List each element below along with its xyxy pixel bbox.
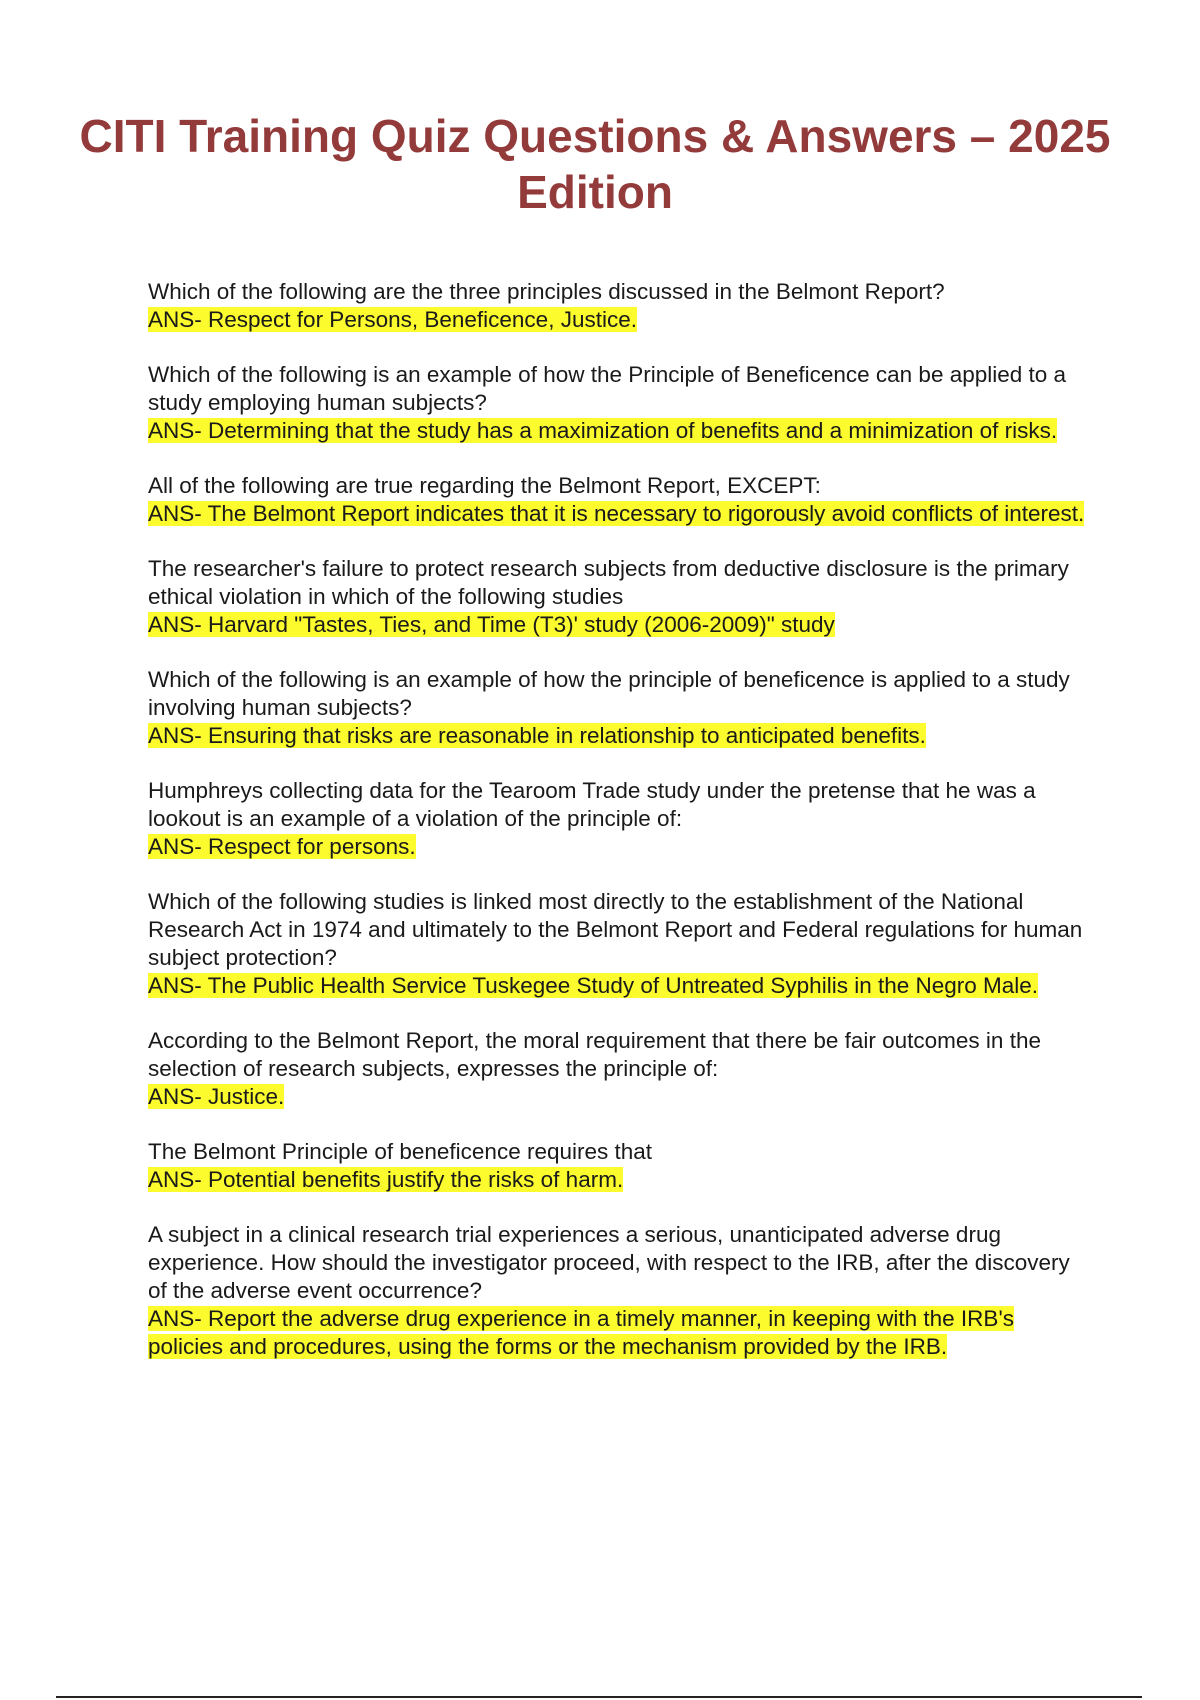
question-text: According to the Belmont Report, the moral requirement that there be fair outcomes in the selection of research subjects, expresses the principle of: (148, 1028, 1041, 1081)
qa-item (148, 472, 1088, 528)
question-text: The Belmont Principle of beneficence requires that (148, 1139, 653, 1164)
question-text: Which of the following studies is linked most directly to the establishment of the National Research Act in 1974 and ultimately to the Belmont Report and Federal regulations for human subject protection? (148, 889, 1083, 970)
answer-highlight: ANS- Report the adverse drug experience in a timely manner, in keeping with the IRB's policies and procedures, using the forms or the mechanism provided by the IRB. (148, 1306, 1014, 1359)
qa-item (148, 1027, 1088, 1111)
qa-item (148, 1221, 1088, 1361)
question-text: All of the following are true regarding the Belmont Report, EXCEPT: (148, 473, 821, 498)
answer-highlight: ANS- Harvard "Tastes, Ties, and Time (T3)' study (2006-2009)" study (148, 612, 835, 637)
question-text: Which of the following is an example of how the principle of beneficence is applied to a study involving human subjects? (148, 667, 1070, 720)
question-text: Which of the following are the three principles discussed in the Belmont Report? (148, 279, 945, 304)
qa-item (148, 278, 1088, 334)
qa-item (148, 666, 1088, 750)
answer-block (148, 1305, 1088, 1361)
qa-list (148, 278, 1088, 1388)
answer-block (148, 611, 1088, 639)
answer-block (148, 1166, 1088, 1194)
qa-item (148, 1138, 1088, 1194)
answer-block (148, 833, 1088, 861)
question-text: Humphreys collecting data for the Tearoom Trade study under the pretense that he was a lookout is an example of a violation of the principle of: (148, 778, 1036, 831)
answer-highlight: ANS- Ensuring that risks are reasonable in relationship to anticipated benefits. (148, 723, 926, 748)
answer-block (148, 500, 1088, 528)
answer-highlight: ANS- Determining that the study has a maximization of benefits and a minimization of risks. (148, 418, 1058, 443)
answer-block (148, 1083, 1088, 1111)
footer-rule (56, 1696, 1142, 1698)
qa-item (148, 555, 1088, 639)
qa-item (148, 888, 1088, 1000)
answer-block (148, 417, 1088, 445)
answer-block (148, 972, 1088, 1000)
question-text: Which of the following is an example of how the Principle of Beneficence can be applied to a study employing human subjects? (148, 362, 1067, 415)
question-text: A subject in a clinical research trial experiences a serious, unanticipated adverse drug experience. How should the investigator proceed, with respect to the IRB, after the discovery of the adverse event occurrence? (148, 1222, 1070, 1303)
answer-highlight: ANS- Potential benefits justify the risks of harm. (148, 1167, 624, 1192)
answer-highlight: ANS- The Belmont Report indicates that it is necessary to rigorously avoid conflicts of interest. (148, 501, 1085, 526)
answer-block (148, 722, 1088, 750)
answer-highlight: ANS- Respect for Persons, Beneficence, Justice. (148, 307, 637, 332)
answer-highlight: ANS- The Public Health Service Tuskegee Study of Untreated Syphilis in the Negro Male. (148, 973, 1039, 998)
answer-highlight: ANS- Justice. (148, 1084, 285, 1109)
answer-highlight: ANS- Respect for persons. (148, 834, 416, 859)
qa-item (148, 361, 1088, 445)
answer-block (148, 306, 1088, 334)
qa-item (148, 777, 1088, 861)
document-title: CITI Training Quiz Questions & Answers – 2025 Edition (79, 110, 1111, 218)
question-text: The researcher's failure to protect research subjects from deductive disclosure is the primary ethical violation in which of the following studies (148, 556, 1069, 609)
